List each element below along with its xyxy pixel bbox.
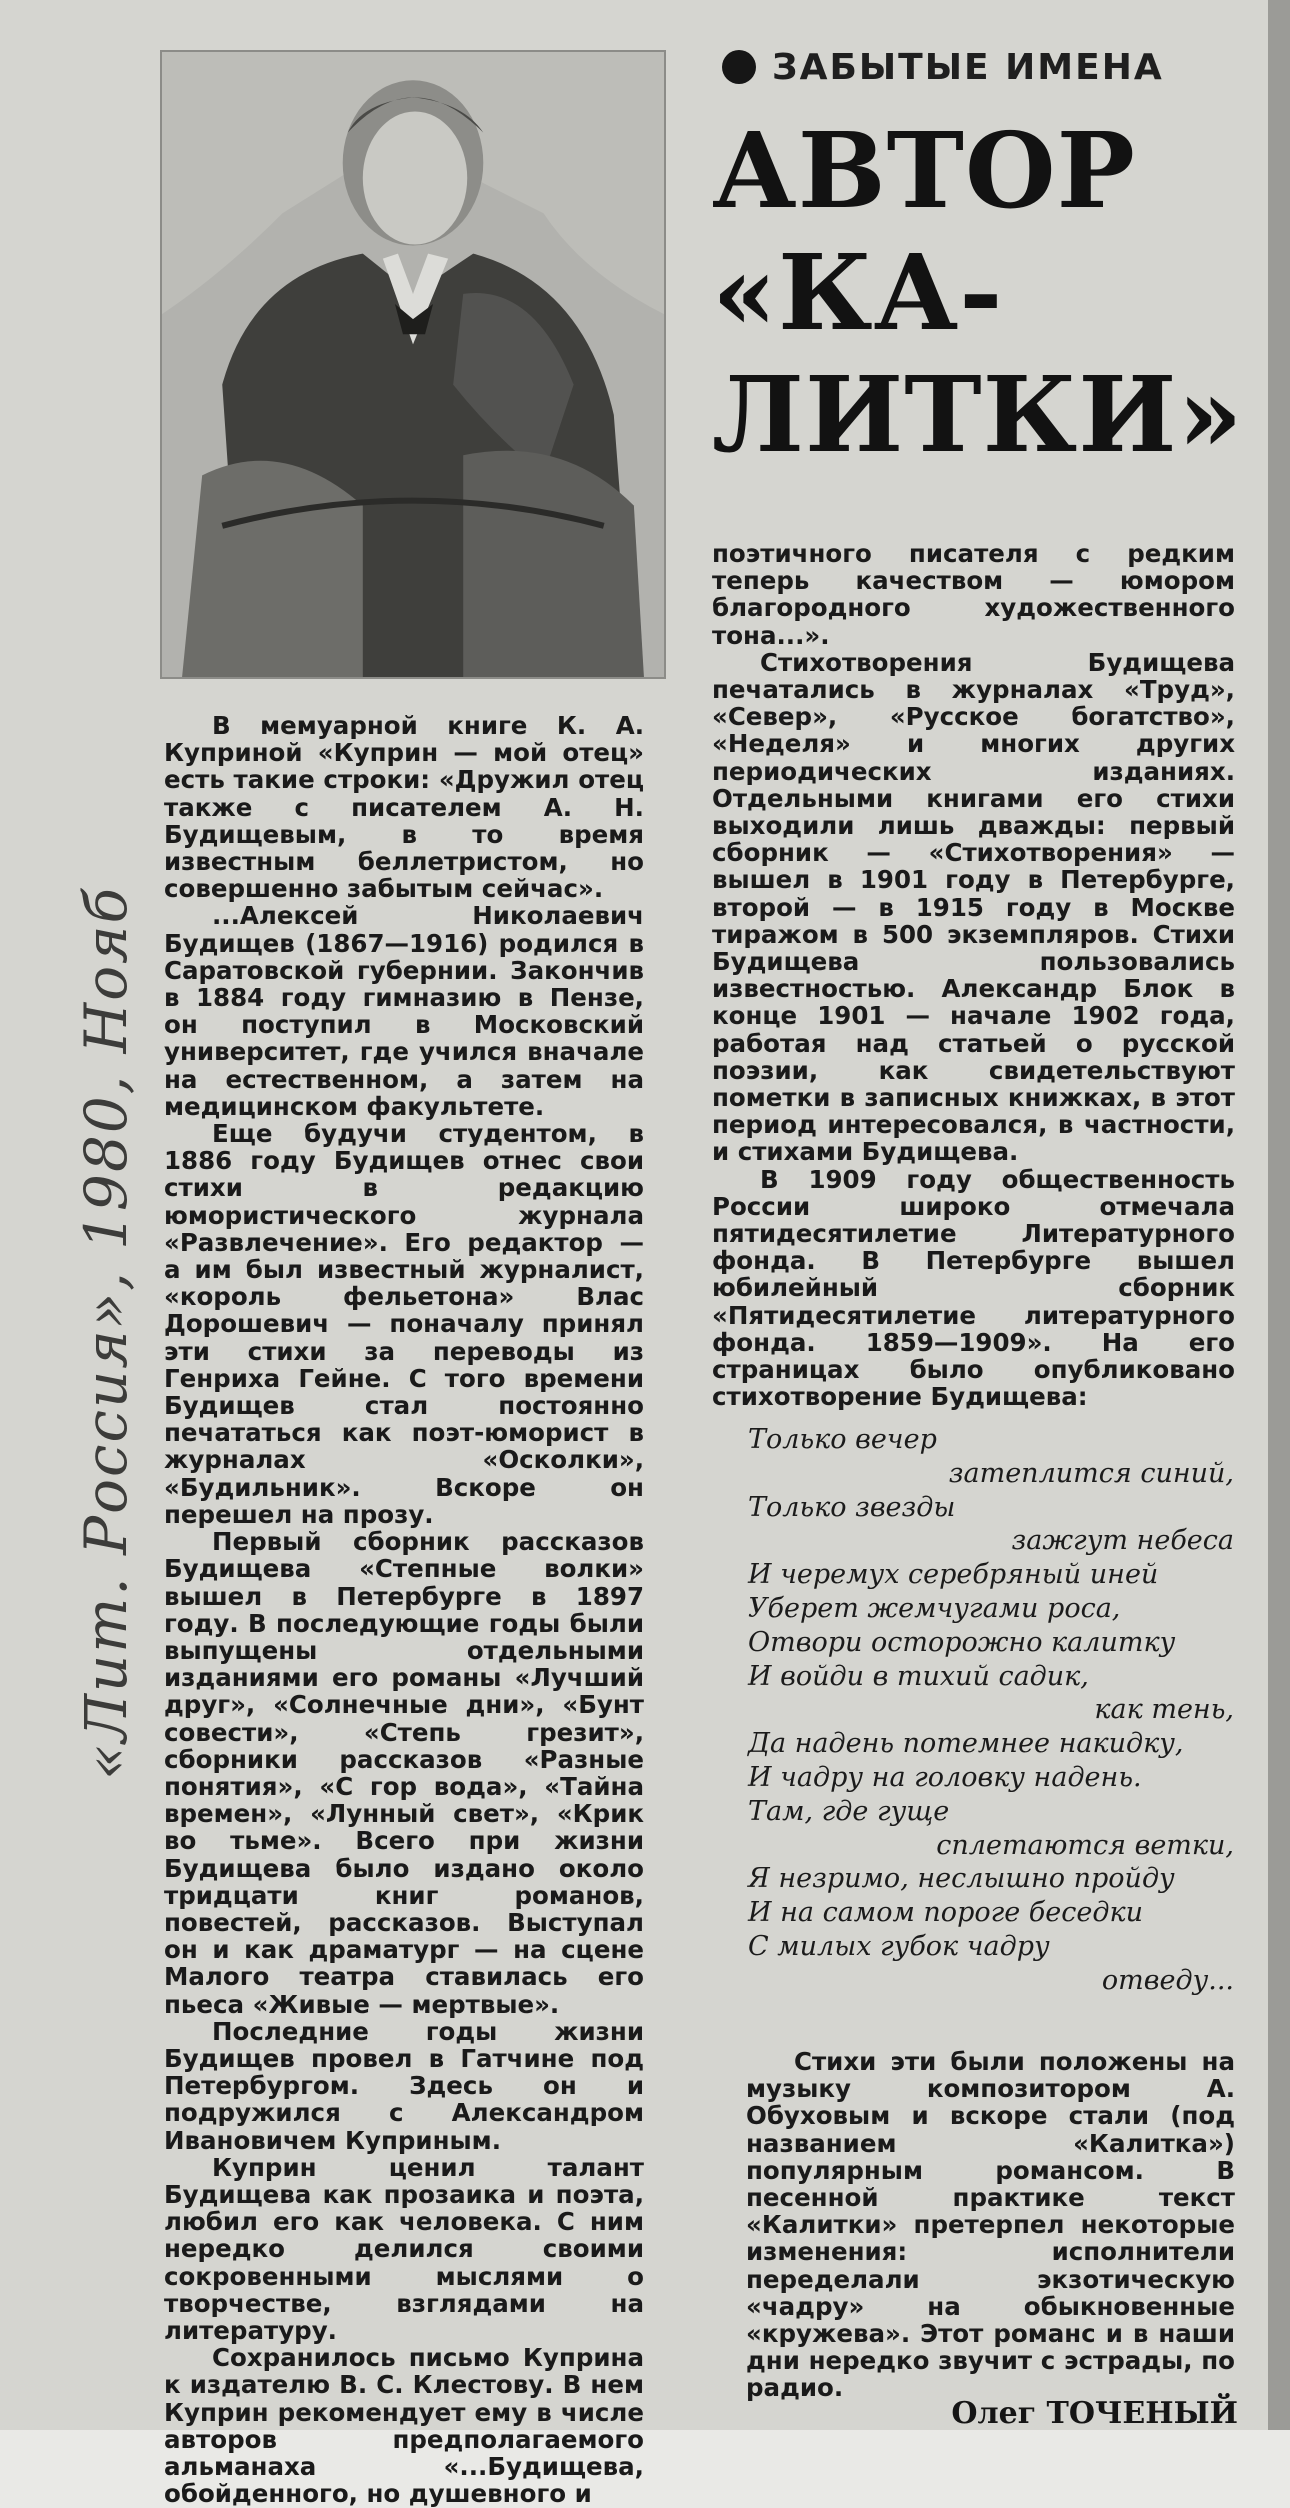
rubric-label: ЗАБЫТЫЕ ИМЕНА [772,46,1164,88]
handwritten-text: «Лит. Россия», 1980, Нояб [72,886,140,1780]
poem-line: сплетаются ветки, [936,1829,1234,1861]
poem-line: Отвори осторожно калитку [748,1626,1176,1658]
poem-line: Только звезды [748,1491,956,1523]
author-portrait-photo [160,50,666,679]
right-column-bottom [746,2048,1235,2402]
article-headline [712,109,1244,476]
poem-line: отведу... [1101,1964,1234,1996]
paragraph: Куприн ценил талант Будищева как прозаика и поэта, любил его как человека. С ним нередко делился своими сокровенными мыслями о творчестве, взглядами на литературу. [164,2152,644,2345]
poem-line: Да надень потемнее накидку, [748,1728,1184,1760]
headline-line: «КА- [712,231,1004,354]
section-rubric [722,44,1242,90]
poem-line: С милых губок чадру [748,1930,1050,1962]
poem [748,1423,1234,1998]
headline-line: ЛИТКИ» [712,353,1244,476]
paragraph: Стихотворения Будищева печатались в журналах «Труд», «Север», «Русское богатство», «Неделя» и многих других периодических изданиях. Отдельными книгами его стихи выходили лишь дважды: первый сборник — «Стихотворения» — вышел в 1901 году в Петербурге, второй — в 1915 году в Москве тиражом в 500 экземпляров. Стихи Будищева пользовались известностью. Александр Блок в конце 1901 — начале 1902 года, работая над статьей о русской поэзии, как свидетельствуют пометки в записных книжках, в этот период интересовался, в частности, и стихами Будищева. [712,647,1235,1167]
poem-line: И на самом пороге беседки [748,1897,1143,1929]
poem-line: Я незримо, неслышно пройду [748,1863,1175,1895]
poem-line: Там, где гуще [748,1795,950,1827]
paragraph: Сохранилось письмо Куприна к издателю В. С. Клестову. В нем Куприн рекомендует ему в числе авторов предполагаемого альманаха «...Будищева, обойденного, но душевного и [164,2343,644,2508]
paragraph: Стихи эти были положены на музыку композитором А. Обуховым и вскоре стали (под названием «Калитка») популярным романсом. В песенной практике текст «Калитки» претерпел некоторые изменения: исполнители переделали экзотическую «чадру» на обыкновенные «кружева». Этот романс и в наши дни нередко звучит с эстрады, по радио. [746,2047,1235,2403]
left-column [164,712,644,2507]
poem-line: Уберет жемчугами роса, [748,1592,1121,1624]
paper-shadow-edge [1268,0,1290,2430]
paragraph: В 1909 году общественность России широко отмечала пятидесятилетие Литературного фонда. В Петербурге вышел юбилейный сборник «Пятидесятилетие литературного фонда. 1859—1909». На его страницах было опубликовано стихотворение Будищева: [712,1164,1235,1412]
poem-line: Только вечер [748,1424,937,1455]
paragraph: Первый сборник рассказов Будищева «Степные волки» вышел в Петербурге в 1897 году. В последующие годы были выпущены отдельными изданиями его романы «Лучший друг», «Солнечные дни», «Бунт совести», «Степь грезит», сборники рассказов «Разные понятия», «С гор вода», «Тайна времен», «Лунный свет», «Крик во тьме». Всего при жизни Будищева было издано около тридцати книг романов, повестей, рассказов. Выступал он и как драматург — на сцене Малого театра ставилась его пьеса «Живые — мертвые». [164,1527,644,2019]
poem-line: затеплится синий, [948,1457,1234,1489]
poem-line: зажгут небеса [1011,1525,1234,1557]
paragraph: Еще будучи студентом, в 1886 году Будищев отнес свои стихи в редакцию юмористического журнала «Развлечение». Его редактор — а им был известный журналист, «король фельетона» Влас Дорошевич — поначалу принял эти стихи за переводы из Генриха Гейне. С того времени Будищев стал постоянно печататься как поэт-юморист в журналах «Осколки», «Будильник». Вскоре он перешел на прозу. [164,1119,644,1529]
author-signature: Олег ТОЧЕНЫЙ [951,2396,1238,2431]
headline-line: АВТОР [712,109,1136,232]
bullet-dot-icon [722,50,756,84]
poem-line: И чадру на головку надень. [748,1761,1142,1793]
paragraph: Последние годы жизни Будищев провел в Гатчине под Петербургом. Здесь он и подружился с Александром Ивановичем Куприным. [164,2016,644,2155]
poem-line: И черемух серебряный иней [748,1559,1159,1591]
paragraph: ...Алексей Николаевич Будищев (1867—1916) родился в Саратовской губернии. Закончив в 1884 году гимназию в Пензе, он поступил в Московский университет, где учился вначале на естественном, а затем на медицинском факультете. [164,901,644,1121]
paragraph: поэтичного писателя с редким теперь качеством — юмором благородного художественного тона...». [712,539,1235,650]
poem-line: как тень, [1094,1694,1234,1726]
poem-line: И войди в тихий садик, [748,1660,1089,1692]
paragraph: В мемуарной книге К. А. Куприной «Куприн — мой отец» есть такие строки: «Дружил отец также с писателем А. Н. Будищевым, в то время известным беллетристом, но совершенно забытым сейчас». [164,711,644,904]
right-column-top [712,540,1235,1411]
